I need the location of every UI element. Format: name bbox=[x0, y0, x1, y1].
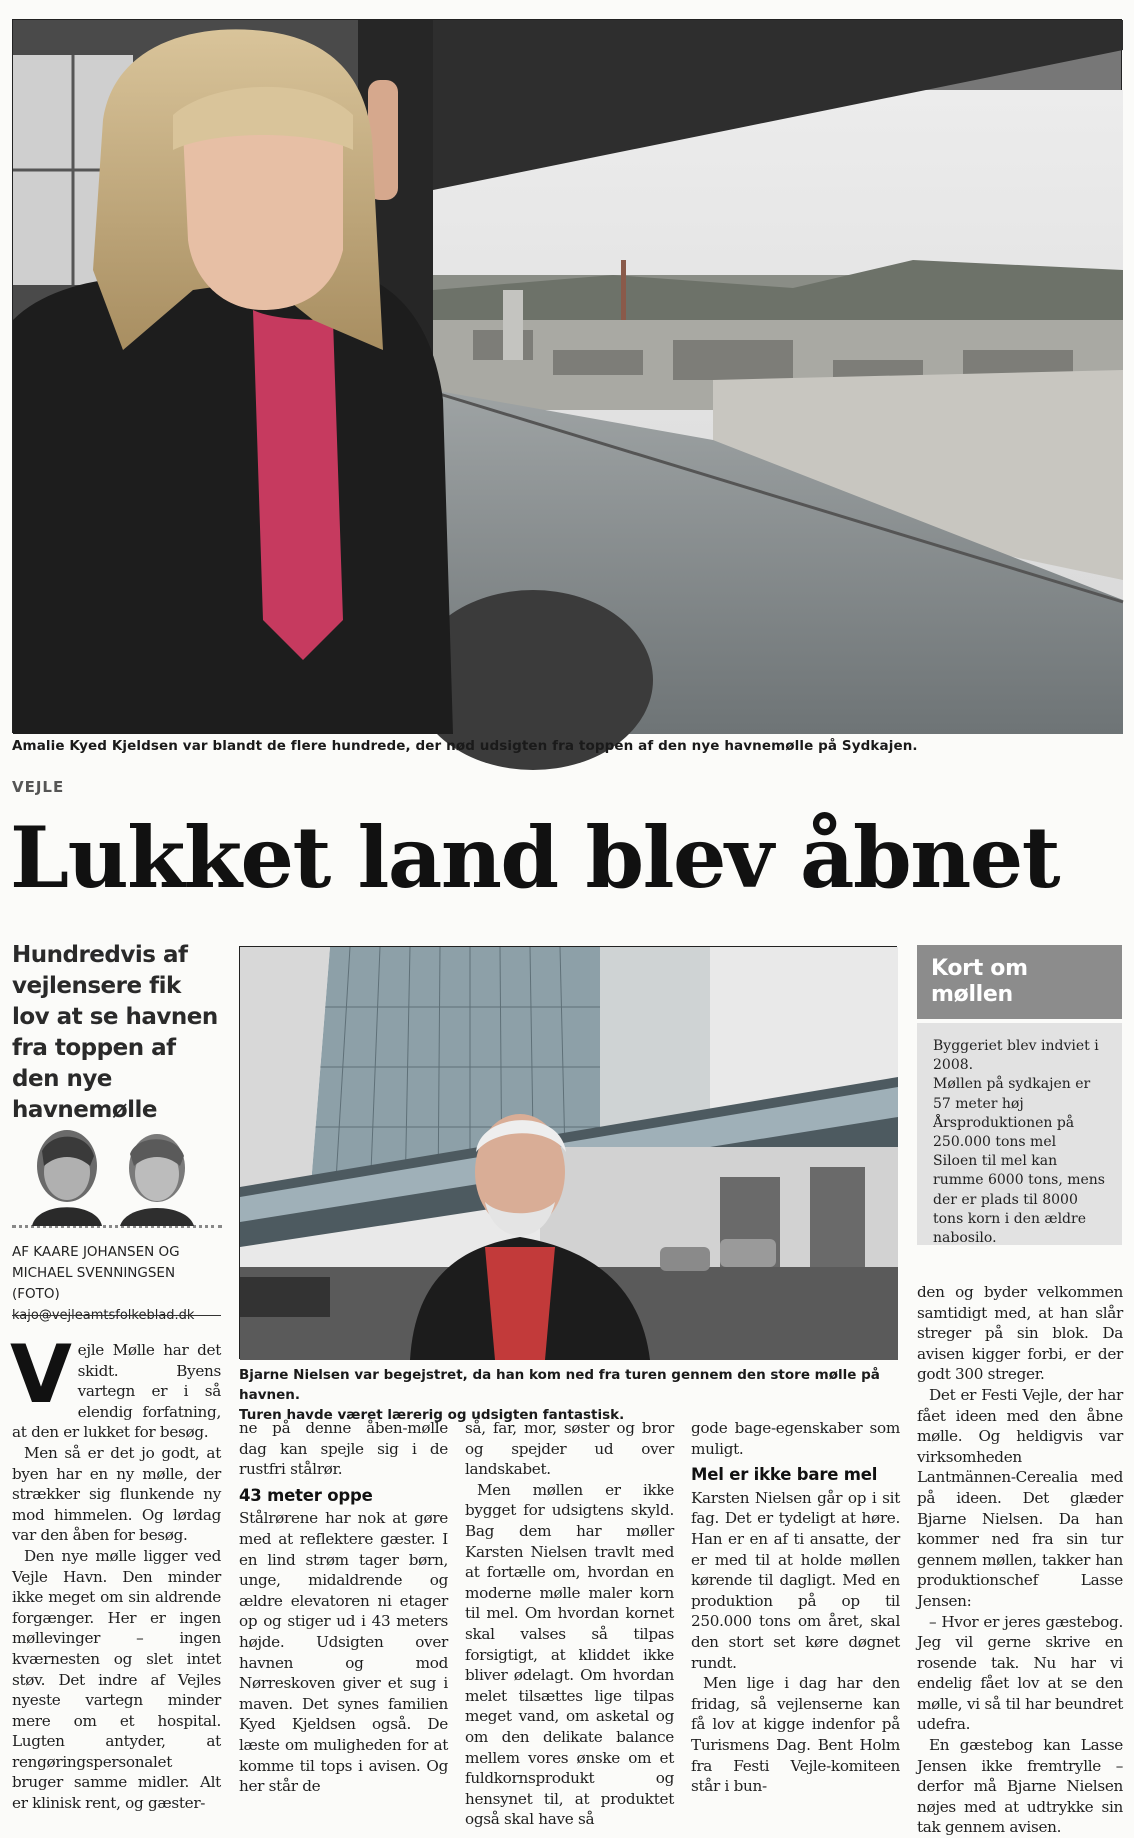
article-column-2 bbox=[239, 1418, 448, 1796]
article-column-4 bbox=[691, 1418, 900, 1796]
top-photo bbox=[12, 19, 1122, 733]
top-photo-caption: Amalie Kyed Kjeldsen var blandt de flere hundrede, der nød udsigten fra toppen af den nye havnemølle på Sydkajen. bbox=[12, 738, 918, 754]
article-paragraph: Stålrørene har nok at gøre med at reflektere gæster. I en lind strøm tager børn, unge, midaldrende og ældre elevatoren ni etager op og stiger ud i 43 meters højde. Udsigten over havnen og mod Nørreskoven giver et sug i maven. Det synes familien Kyed Kjeldsen også. De læste om muligheden for at komme til tops i avisen. Og her står de bbox=[239, 1509, 448, 1796]
article-paragraph: – Hvor er jeres gæstebog. Jeg vil gerne skrive en rosende tak. Nu har vi endelig fået lov at se den mølle, vi så til har beundret udefra. bbox=[917, 1612, 1123, 1734]
mill-caption-line-1: Bjarne Nielsen var begejstret, da han kom ned fra turen gennem den store mølle på havnen. bbox=[239, 1367, 880, 1403]
factbox-line: Årsproduktionen på 250.000 tons mel bbox=[933, 1114, 1075, 1151]
section-kicker: VEJLE bbox=[12, 778, 65, 796]
deck: Hundredvis af vejlensere fik lov at se havnen fra toppen af den nye havnemølle bbox=[12, 942, 218, 1123]
byline-divider bbox=[12, 1315, 221, 1316]
factbox-line: Møllen på sydkajen er 57 meter høj bbox=[933, 1076, 1091, 1112]
factbox-line: Siloen til mel kan rumme 6000 tons, mens der er plads til 8000 tons korn i den ældre nabosilo. bbox=[933, 1153, 1105, 1247]
factbox-body bbox=[917, 1023, 1122, 1245]
byline-photos bbox=[12, 1126, 222, 1228]
article-column-1 bbox=[10, 1328, 221, 1813]
byline-photo-credit: MICHAEL SVENNINGSEN (FOTO) bbox=[12, 1265, 176, 1302]
article-paragraph: den og byder velkommen samtidigt med, at han slår streger på sin blok. Da avisen kigger forbi, er der godt 300 streger. bbox=[917, 1283, 1123, 1384]
harbor-view-image bbox=[13, 20, 1123, 734]
dropcap: V bbox=[10, 1328, 72, 1421]
article-column-5 bbox=[917, 1282, 1123, 1837]
article-paragraph: Men møllen er ikke bygget for udsigtens skyld. Bag dem har møller Karsten Nielsen travlt med at fortælle om, hvordan en moderne mølle maler korn til mel. Om hvordan kornet skal valses så tilpas forsigtigt, at kliddet ikke bliver ødelagt. Om hvordan melet tilsættes lige tilpas meget vand, om asketal og om den delikate balance mellem vores ønske om et fuldkornsprodukt og hensynet til, at produktet også skal have så bbox=[465, 1480, 674, 1829]
article-paragraph: ejle Mølle har det skidt. Byens vartegn er i så elendig forfatning, at den er lukket for besøg. bbox=[12, 1341, 221, 1442]
article-paragraph: Karsten Nielsen går op i sit fag. Det er tydeligt at høre. Han er en af ti ansatte, der er med til at holde møllen kørende til dagligt. Med en produktion på op til 250.000 tons om året, skal den stort set køre døgnet rundt. bbox=[691, 1488, 900, 1672]
article-paragraph: Det er Festi Vejle, der har fået ideen med den åbne mølle. Og heldigvis var virksomheden Lantmännen-Cerealia med på ideen. Det glæder Bjarne Nielsen. Da han kommer ned fra sin tur gennem møllen, takker han produktionschef Lasse Jensen: bbox=[917, 1385, 1123, 1610]
article-paragraph: ne på denne åben-mølle dag kan spejle sig i de rustfri stålrør. bbox=[239, 1419, 448, 1479]
article-paragraph: Men lige i dag har den fridag, så vejlenserne kan få lov at kigge indenfor på Turismens Dag. Bent Holm fra Festi Vejle-komiteen står i bun- bbox=[691, 1674, 900, 1796]
article-subhead: 43 meter oppe bbox=[239, 1485, 373, 1505]
article-column-3 bbox=[465, 1418, 674, 1829]
article-paragraph: Men så er det jo godt, at byen har en ny mølle, der strækker sig flunkende ny mod himmelen. Og lørdag var den åben for besøg. bbox=[12, 1443, 221, 1545]
byline-email: kajo@vejleamtsfolkeblad.dk bbox=[12, 1308, 195, 1323]
factbox-title: Kort om møllen bbox=[917, 945, 1122, 1019]
article-paragraph: En gæstebog kan Lasse Jensen ikke fremtrylle – derfor må Bjarne Nielsen nøjes med at udtrykke sin tak gennem avisen. bbox=[917, 1736, 1123, 1837]
factbox-line: Byggeriet blev indviet i 2008. bbox=[933, 1038, 1099, 1074]
author-portrait-2 bbox=[120, 1134, 194, 1226]
mill-caption-line-2: Turen havde været lærerig og udsigten fantastisk. bbox=[239, 1407, 625, 1423]
article-paragraph: Den nye mølle ligger ved Vejle Havn. Den minder ikke meget om sin aldrende forgænger. Her er ingen møllevinger – ingen kværnesten og slet intet støv. Det indre af Vejles nyeste vartegn minder mere om et hospital. Lugten antyder, at rengøringspersonalet bruger samme midler. Alt er klinisk rent, og gæster- bbox=[12, 1546, 221, 1813]
article-subhead: Mel er ikke bare mel bbox=[691, 1465, 878, 1485]
author-portrait-1 bbox=[32, 1130, 102, 1226]
mill-building-image bbox=[240, 947, 898, 1360]
byline-author-line: AF KAARE JOHANSEN OG bbox=[12, 1244, 180, 1260]
mill-photo-caption bbox=[239, 1365, 899, 1425]
headline: Lukket land blev åbnet bbox=[10, 808, 1060, 907]
mill-photo bbox=[239, 946, 897, 1359]
article-paragraph: så, far, mor, søster og bror og spejder ud over landskabet. bbox=[465, 1419, 674, 1479]
article-paragraph: gode bage-egenskaber som muligt. bbox=[691, 1419, 900, 1458]
byline bbox=[12, 1242, 224, 1326]
